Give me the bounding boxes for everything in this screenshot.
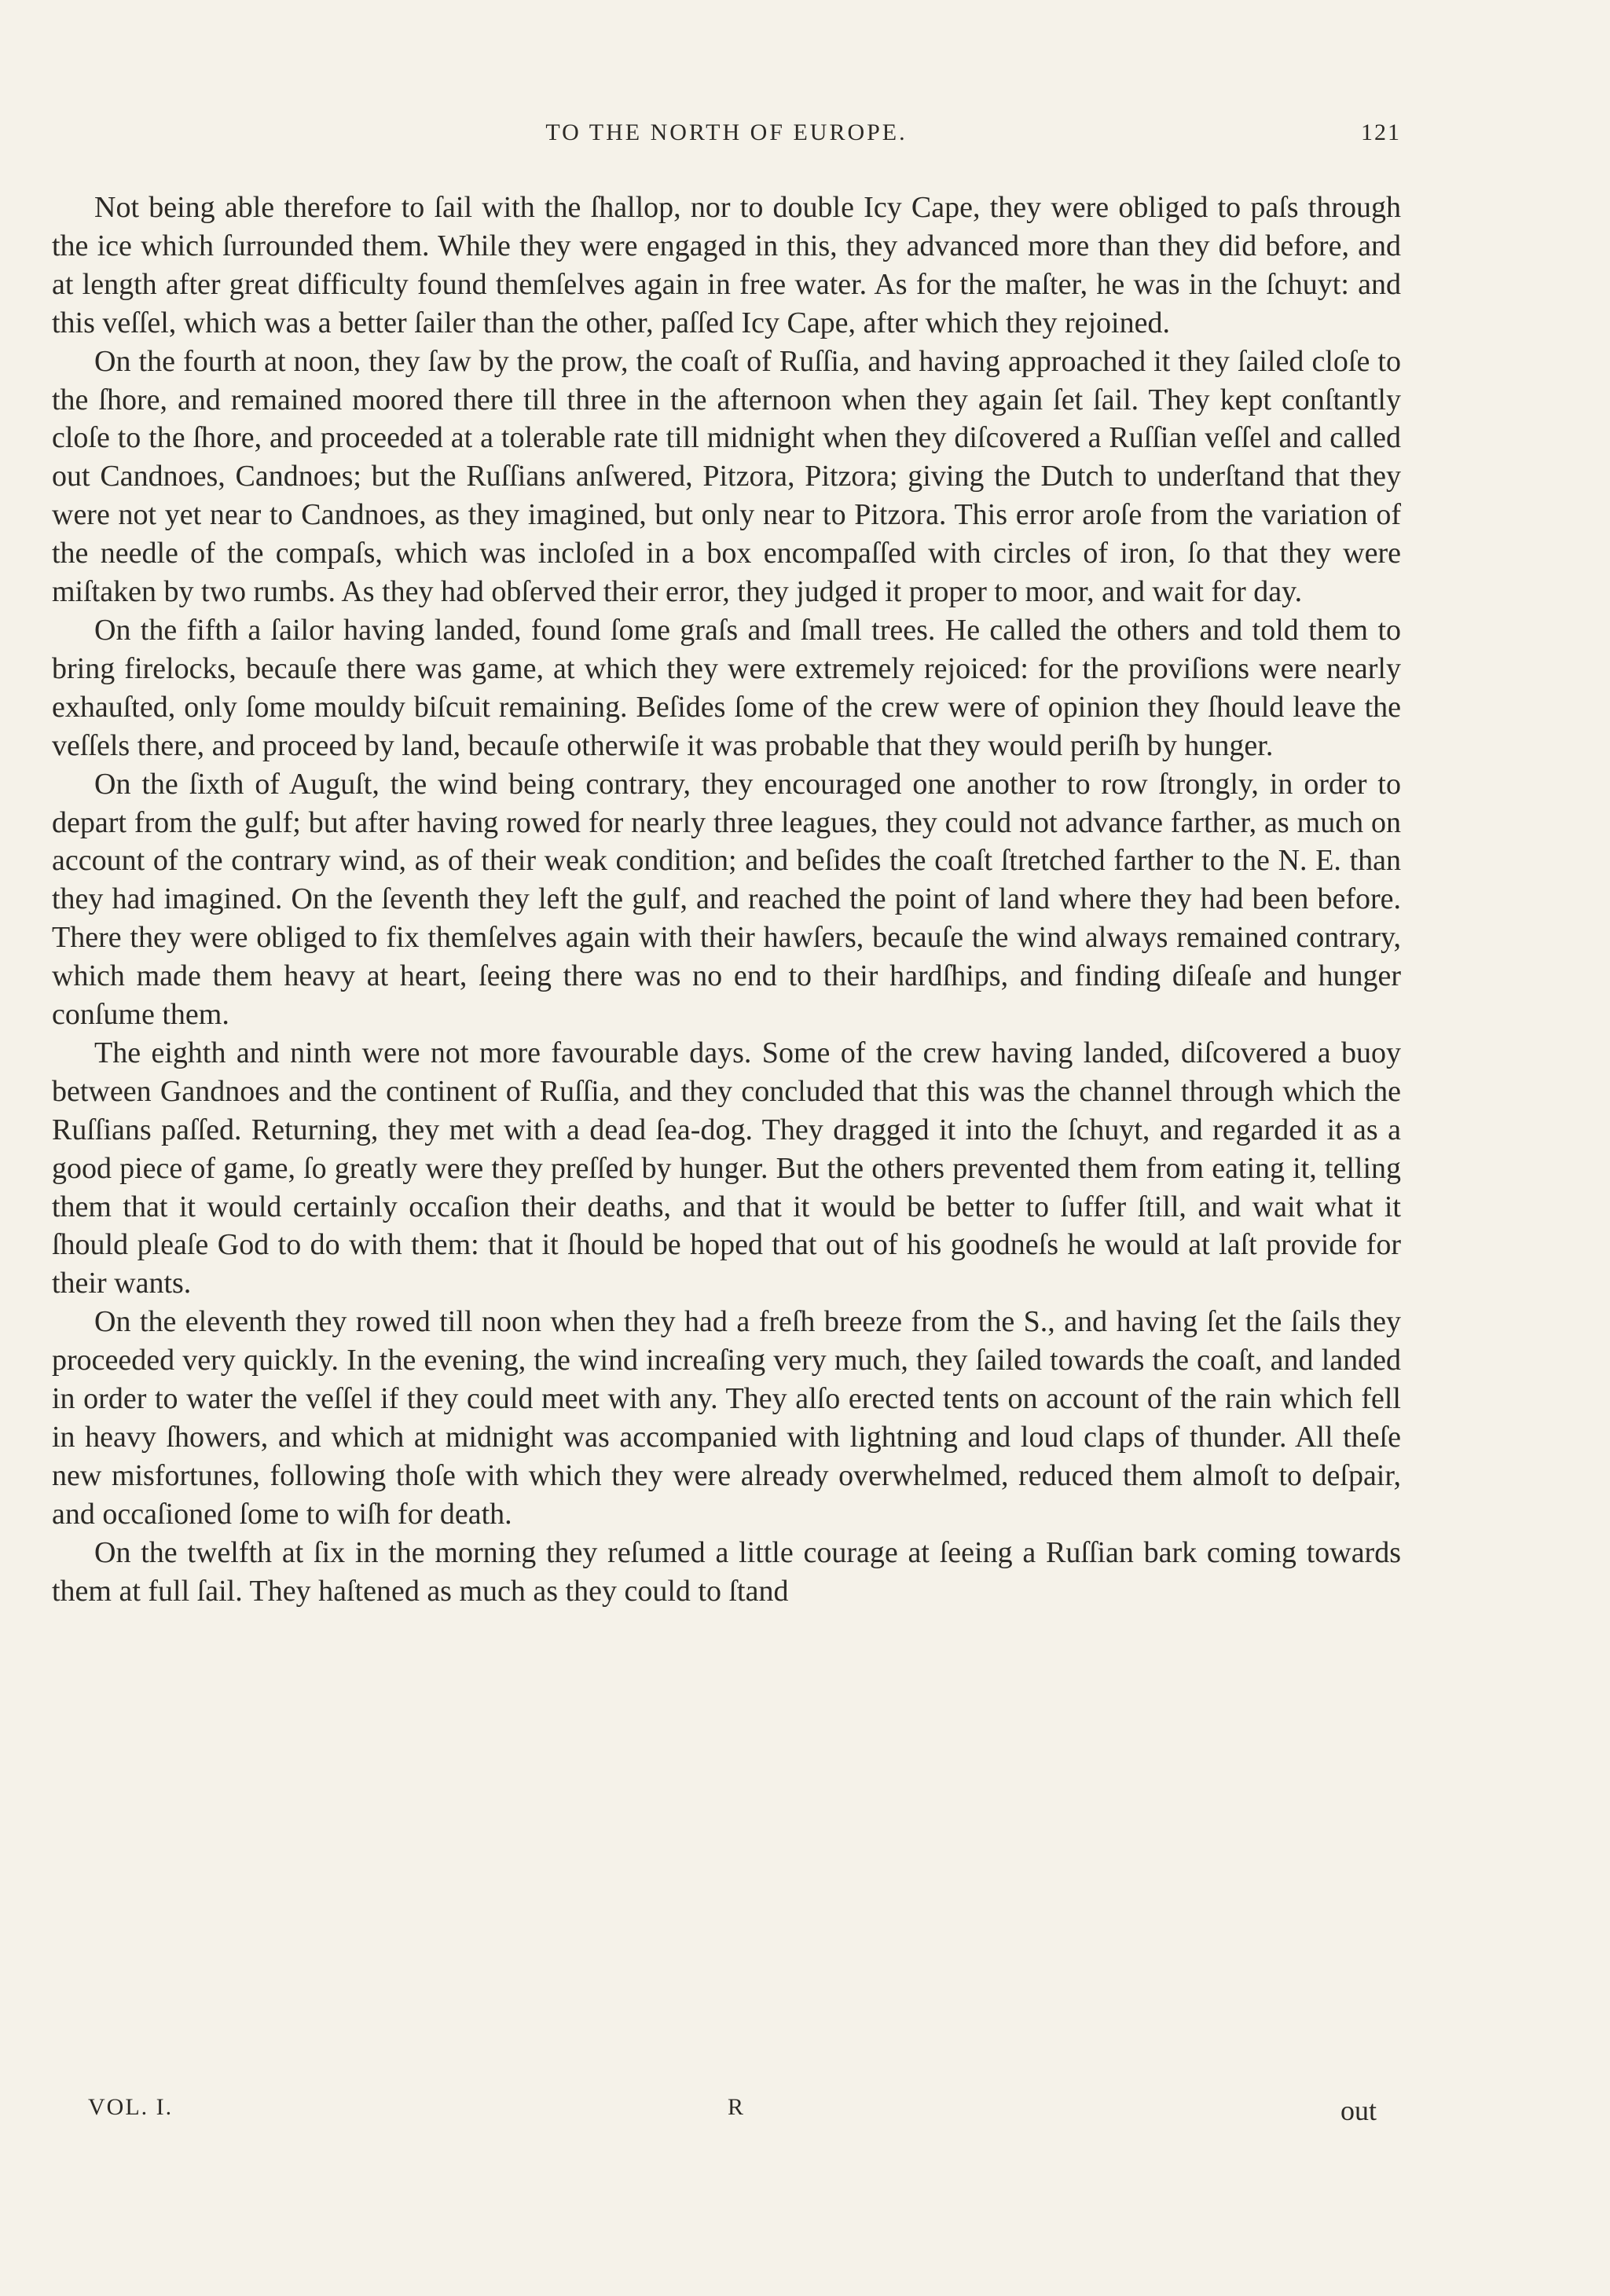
body-text bbox=[52, 189, 1401, 1611]
paragraph: On the fourth at noon, they ſaw by the prow, the coaſt of Ruſſia, and having approached it they ſailed cloſe to the ſhore, and remained moored there till three in the afternoon when they again ſet ſail. They kept conſtantly cloſe to the ſhore, and proceeded at a tolerable rate till midnight when they diſcovered a Ruſſian veſſel and called out Candnoes, Candnoes; but the Ruſſians anſwered, Pitzora, Pitzora; giving the Dutch to underſtand that they were not yet near to Candnoes, as they imagined, but only near to Pitzora. This error aroſe from the variation of the needle of the compaſs, which was incloſed in a box encompaſſed with circles of iron, ſo that they were miſtaken by two rumbs. As they had obſerved their error, they judged it proper to moor, and wait for day. bbox=[52, 344, 1401, 609]
volume-label: VOL. I. bbox=[88, 2094, 174, 2120]
paragraph: On the twelfth at ſix in the morning they reſumed a little courage at ſeeing a Ruſſian bark coming towards them at full ſail. They haſtened as much as they could to ſtand bbox=[52, 1535, 1401, 1608]
signature-mark: R bbox=[728, 2094, 744, 2120]
paragraph: On the eleventh they rowed till noon when they had a freſh breeze from the S., and having ſet the ſails they proceeded very quickly. In the evening, the wind increaſing very much, they ſailed towards the coaſt, and landed in order to water the veſſel if they could meet with any. They alſo erected tents on account of the rain which fell in heavy ſhowers, and which at midnight was accompanied with lightning and loud claps of thunder. All theſe new misfortunes, following thoſe with which they were already overwhelmed, reduced them almoſt to deſpair, and occaſioned ſome to wiſh for death. bbox=[52, 1305, 1401, 1531]
page-footer bbox=[88, 2094, 1377, 2129]
paragraph: Not being able therefore to ſail with the ſhallop, nor to double Icy Cape, they were obliged to paſs through the ice which ſurrounded them. While they were engaged in this, they advanced more than they did before, and at length after great difficulty found themſelves again in free water. As for the maſter, he was in the ſchuyt: and this veſſel, which was a better ſailer than the other, paſſed Icy Cape, after which they rejoined. bbox=[52, 191, 1401, 339]
running-title: TO THE NORTH OF EUROPE. bbox=[545, 119, 908, 145]
paragraph: On the ſixth of Auguſt, the wind being contrary, they encouraged one another to row ſtrongly, in order to depart from the gulf; but after having rowed for nearly three leagues, they could not advance farther, as much on account of the contrary wind, as of their weak condition; and beſides the coaſt ſtretched farther to the N. E. than they had imagined. On the ſeventh they left the gulf, and reached the point of land where they had been before. There they were obliged to fix themſelves again with their hawſers, becauſe the wind always remained contrary, which made them heavy at heart, ſeeing there was no end to their hardſhips, and finding diſeaſe and hunger conſume them. bbox=[52, 767, 1401, 1032]
running-head bbox=[52, 119, 1401, 157]
page-number: 121 bbox=[1361, 119, 1401, 145]
paragraph: The eighth and ninth were not more favourable days. Some of the crew having landed, diſcovered a buoy between Gandnoes and the continent of Ruſſia, and they concluded that this was the channel through which the Ruſſians paſſed. Returning, they met with a dead ſea-dog. They dragged it into the ſchuyt, and regarded it as a good piece of game, ſo greatly were they preſſed by hunger. But the others prevented them from eating it, telling them that it would certainly occaſion their deaths, and that it would be better to ſuffer ſtill, and wait what it ſhould pleaſe God to do with them: that it ſhould be hoped that out of his goodneſs he would at laſt provide for their wants. bbox=[52, 1036, 1401, 1300]
catchword: out bbox=[1340, 2095, 1377, 2126]
paragraph: On the fifth a ſailor having landed, found ſome graſs and ſmall trees. He called the others and told them to bring firelocks, becauſe there was game, at which they were extremely rejoiced: for the proviſions were nearly exhauſted, only ſome mouldy biſcuit remaining. Beſides ſome of the crew were of opinion they ſhould leave the veſſels there, and proceed by land, becauſe otherwiſe it was probable that they would periſh by hunger. bbox=[52, 613, 1401, 762]
